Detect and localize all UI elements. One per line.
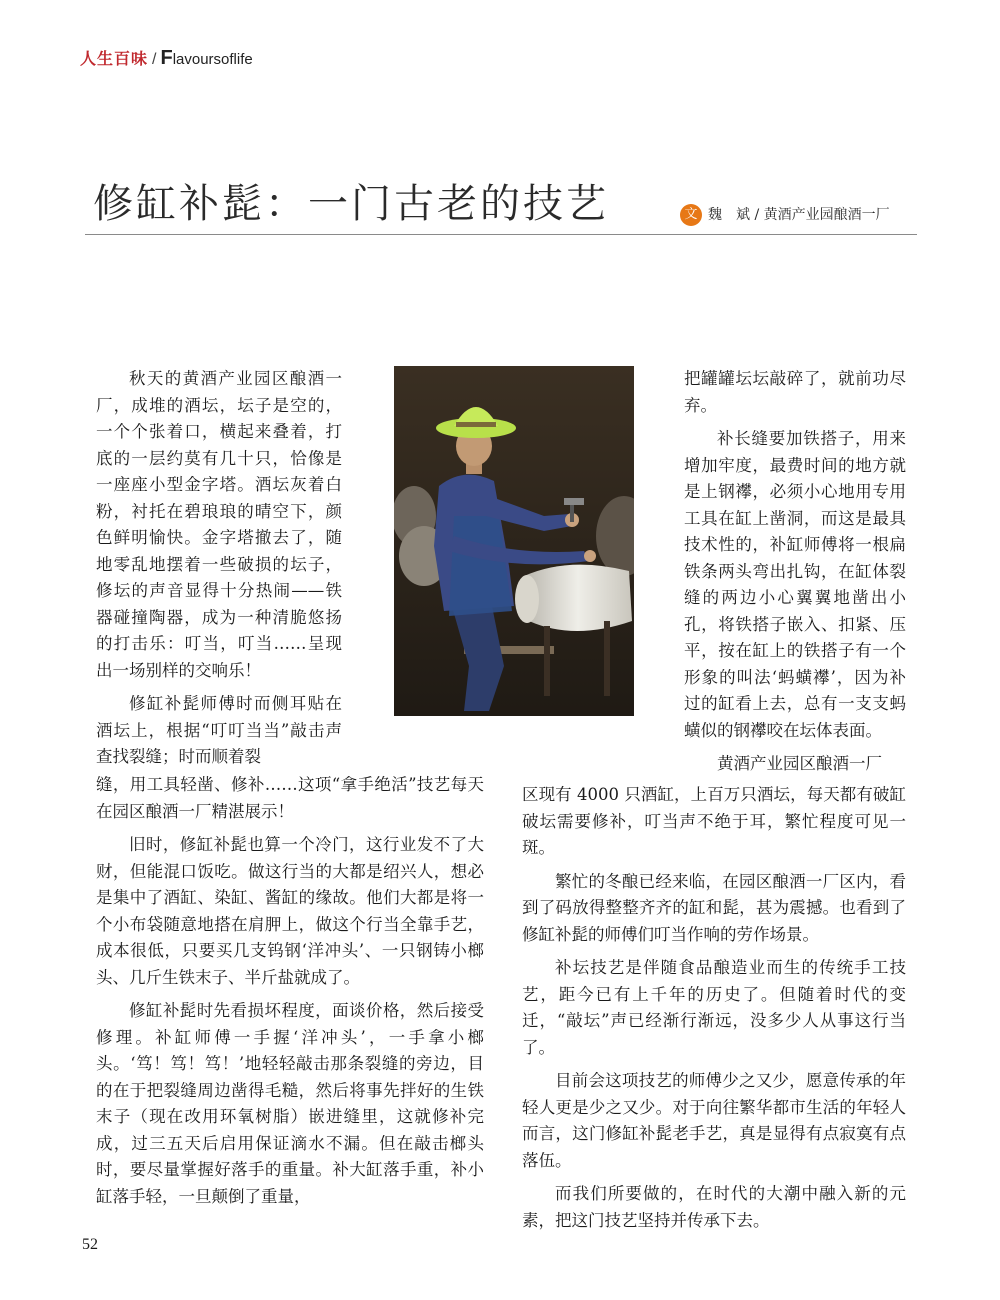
paragraph: 修缸补髭师傅时而侧耳贴在酒坛上，根据“叮叮当当”敲击声查找裂缝；时而顺着裂 [96,694,342,766]
left-column-bottom [96,772,484,1217]
paragraph: 秋天的黄酒产业园区酿酒一厂，成堆的酒坛，坛子是空的，一个个张着口，横起来叠着，打底的一层约莫有几十只，恰像是一座座小型金字塔。酒坛灰着白粉，衬托在碧琅琅的晴空下，颜色鲜明愉快。金字塔撤去了，随地零乱地摆着一些破损的坛子，修坛的声音显得十分热闹——铁器碰撞陶器，成为一种清脆悠扬的打击乐：叮当，叮当……呈现出一场别样的交响乐！ [96,369,342,680]
section-header [80,46,253,70]
article-byline [680,204,890,226]
paragraph: 旧时，修缸补髭也算一个冷门，这行业发不了大财，但能混口饭吃。做这行当的大都是绍兴人，想必是集中了酒缸、染缸、酱缸的缘故。他们大都是将一个小布袋随意地搭在肩胛上，做这个行当全靠手艺，成本很低，只要买几支钨钢‘洋冲头’、一只钢铸小榔头、几斤生铁末子、半斤盐就成了。 [96,835,484,987]
left-column-top [96,366,342,778]
author-badge: 文 [680,204,702,226]
paragraph: 补坛技艺是伴随食品酿造业而生的传统手工技艺，距今已有上千年的历史了。但随着时代的变迁，“敲坛”声已经渐行渐远，没多少人从事这行当了。 [522,958,906,1057]
section-title-en-initial: F [160,47,173,69]
author-text: 魏 斌 / 黄酒产业园酿酒一厂 [708,207,890,223]
paragraph: 目前会这项技艺的师傅少之又少，愿意传承的年轻人更是少之又少。对于向往繁华都市生活的年轻人而言，这门修缸补髭老手艺，真是显得有点寂寞有点落伍。 [522,1071,906,1170]
paragraph: 繁忙的冬酿已经来临，在园区酿酒一厂区内，看到了码放得整整齐齐的缸和髭，甚为震撼。也看到了修缸补髭的师傅们叮当作响的劳作场景。 [522,871,906,944]
paragraph: 黄酒产业园区酿酒一厂 [717,754,882,773]
paragraph: 缝，用工具轻凿、修补……这项“拿手绝活”技艺每天在园区酿酒一厂精湛展示！ [96,775,484,821]
section-separator: / [152,51,157,68]
article-title: 修缸补髭：一门古老的技艺 [93,181,609,227]
page-number: 52 [82,1236,98,1253]
paragraph: 补长缝要加铁搭子，用来增加牢度，最费时间的地方就是上钢襻，必须小心地用专用工具在缸上凿洞，而这是最具技术性的，补缸师傅将一根扁铁条两头弯出扎钩，在缸体裂缝的两边小心翼翼地凿出小孔，将铁搭子嵌入、扣紧、压平，按在缸上的铁搭子有一个形象的叫法‘蚂蟥襻’，因为补过的缸看上去，总有一支支蚂蟥似的钢襻咬在坛体表面。 [684,429,906,740]
paragraph: 而我们所要做的，在时代的大潮中融入新的元素，把这门技艺坚持并传承下去。 [522,1184,906,1230]
right-column-bottom [522,782,906,1241]
section-title-cn: 人生百味 [80,49,149,68]
title-divider [85,234,917,235]
paragraph: 修缸补髭时先看损坏程度，面谈价格，然后接受修理。补缸师傅一手握‘洋冲头’，一手拿小榔头。‘笃！笃！笃！’地轻轻敲击那条裂缝的旁边，目的在于把裂缝周边凿得毛糙，然后将事先拌好的生铁末子（现在改用环氧树脂）嵌进缝里，这就修补完成，过三五天后启用保证滴水不漏。但在敲击榔头时，要尽量掌握好落手的重量。补大缸落手重，补小缸落手轻，一旦颠倒了重量， [96,1001,484,1206]
section-title-en [160,47,253,69]
section-title-en-rest: lavoursoflife [172,51,253,68]
paragraph: 区现有 4000 只酒缸，上百万只酒坛，每天都有破缸破坛需要修补，叮当声不绝于耳，繁忙程度可见一斑。 [522,785,906,857]
craftsman-illustration [394,366,634,716]
right-column-top [684,366,906,785]
paragraph: 把罐罐坛坛敲碎了，就前功尽弃。 [684,369,906,415]
craftsman-photo [394,366,634,716]
